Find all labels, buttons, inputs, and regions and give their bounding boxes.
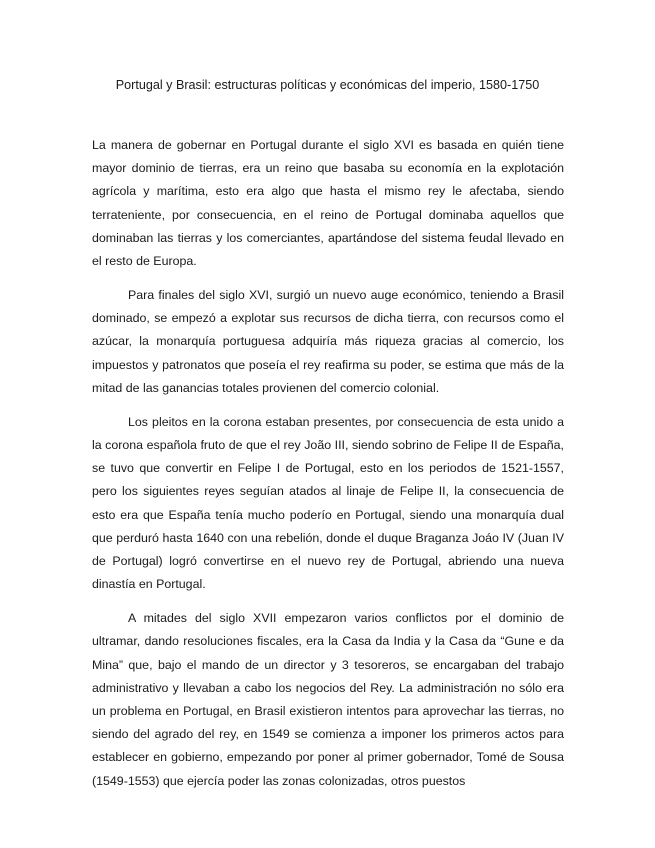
- paragraph-2: Para finales del siglo XVI, surgió un nuevo auge económico, teniendo a Brasil dominado, se empezó a explotar sus recursos de dicha tierra, con recursos como el azúcar, la monarquía portuguesa adquiría más riqueza gracias al comercio, los impuestos y patronatos que poseía el rey reafirma su poder, se estima que más de la mitad de las ganancias totales provienen del comercio colonial.: [92, 288, 564, 395]
- document-title: Portugal y Brasil: estructuras políticas y económicas del imperio, 1580-1750: [115, 78, 540, 92]
- paragraph-4: A mitades del siglo XVII empezaron varios conflictos por el dominio de ultramar, dando resoluciones fiscales, era la Casa da India y la Casa da “Gune e da Mina” que, bajo el mando de un director y 3 tesoreros, se encargaban del trabajo administrativo y llevaban a cabo los negocios del Rey. La administración no sólo era un problema en Portugal, en Brasil existieron intentos para aprovechar las tierras, no siendo del agrado del rey, en 1549 se comienza a imponer los primeros actos para establecer en gobierno, empezando por poner al primer gobernador, Tomé de Sousa (1549-1553) que ejercía poder las zonas colonizadas, otros puestos: [92, 611, 564, 788]
- document-body: [92, 134, 564, 804]
- paragraph-1: La manera de gobernar en Portugal durante el siglo XVI es basada en quién tiene mayor dominio de tierras, era un reino que basaba su economía en la explotación agrícola y marítima, esto era algo que hasta el mismo rey le afectaba, siendo terrateniente, por consecuencia, en el reino de Portugal dominaba aquellos que dominaban las tierras y los comerciantes, apartándose del sistema feudal llevado en el resto de Europa.: [92, 138, 564, 269]
- paragraph-3: Los pleitos en la corona estaban presentes, por consecuencia de esta unido a la corona española fruto de que el rey João III, siendo sobrino de Felipe II de España, se tuvo que convertir en Felipe I de Portugal, esto en los periodos de 1521-1557, pero los siguientes reyes seguían atados al linaje de Felipe II, la consecuencia de esto era que España tenía mucho poderío en Portugal, siendo una monarquía dual que perduró hasta 1640 con una rebelión, donde el duque Braganza Joáo IV (Juan IV de Portugal) logró convertirse en el nuevo rey de Portugal, abriendo una nueva dinastía en Portugal.: [92, 414, 564, 592]
